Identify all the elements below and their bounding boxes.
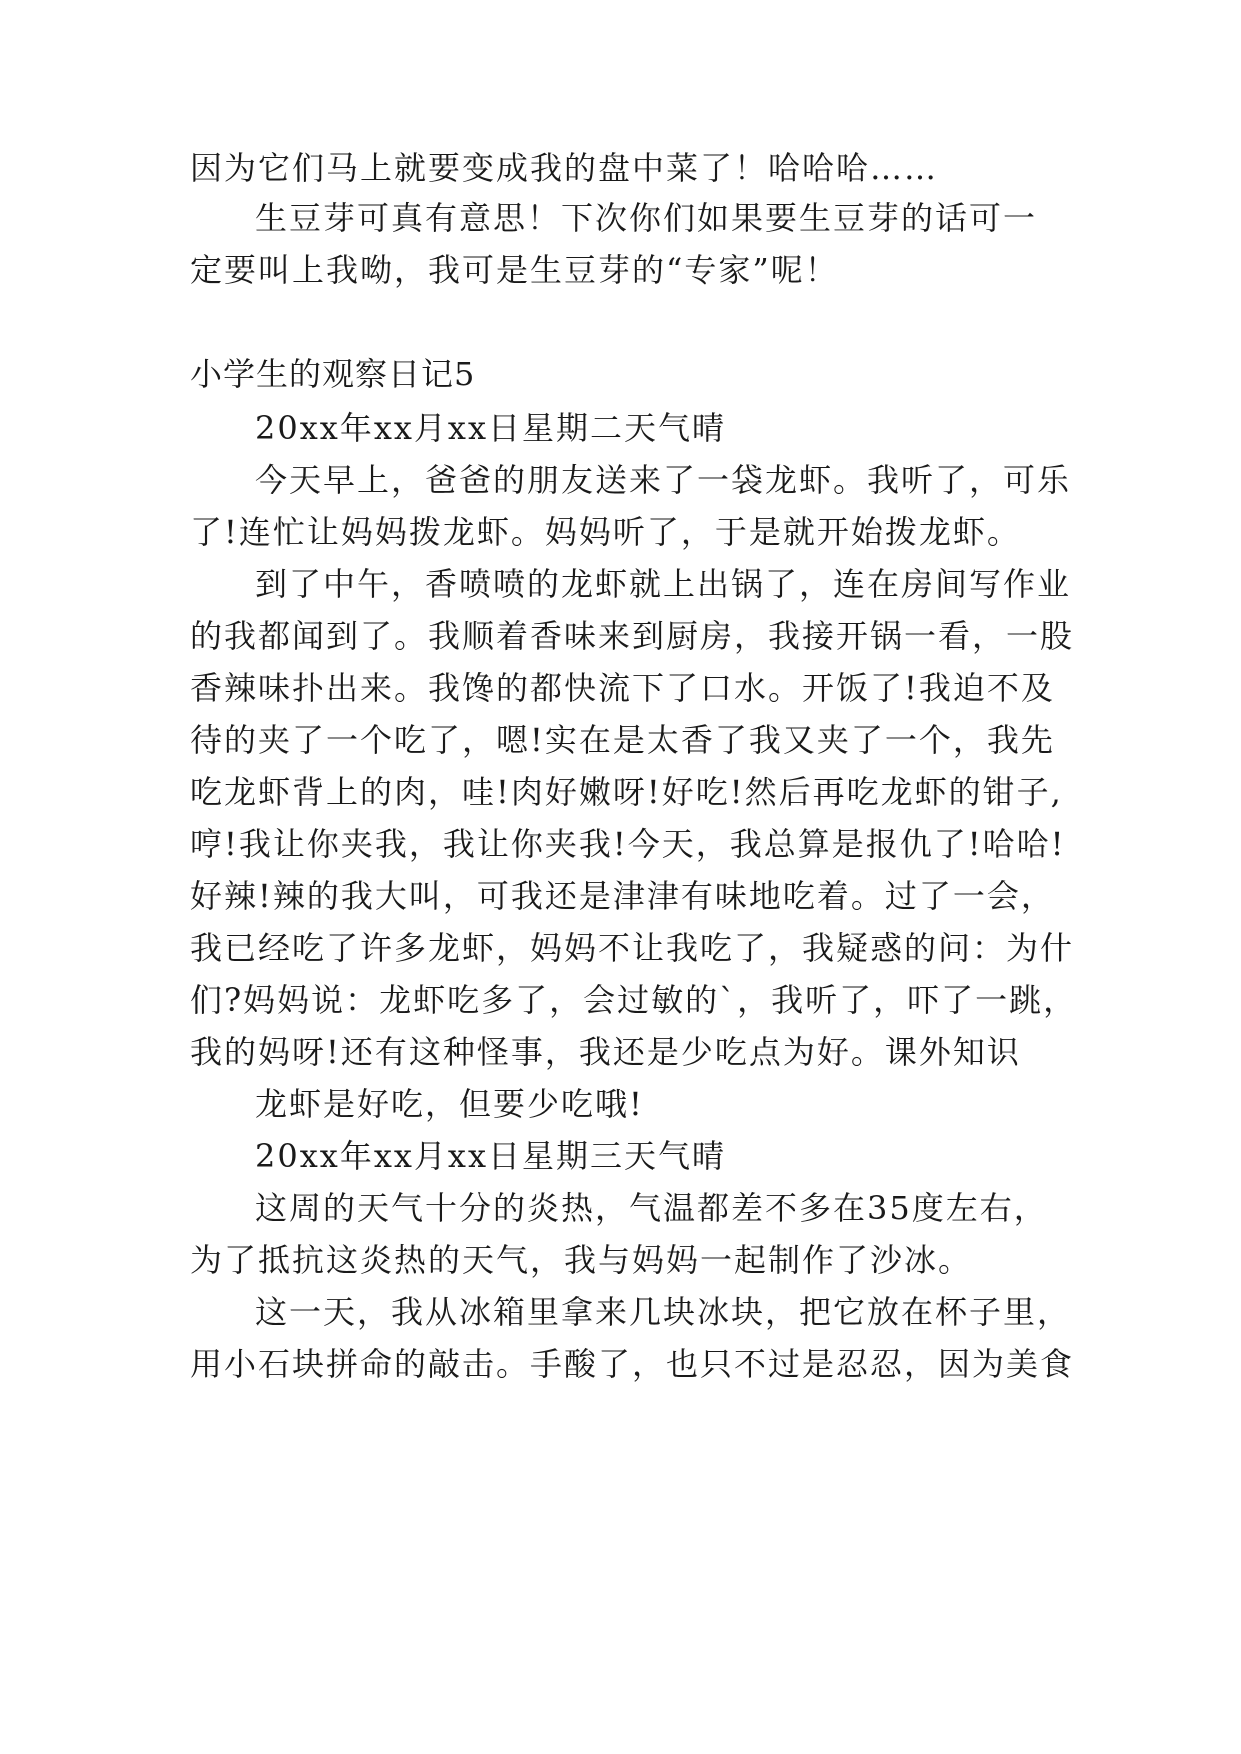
text-line: 用小石块拼命的敲击。手酸了，也只不过是忍忍，因为美食: [190, 1345, 1075, 1383]
text-line: 定要叫上我呦，我可是生豆芽的“专家”呢！: [190, 251, 839, 289]
diary-date: 20xx年xx月xx日星期三天气晴: [255, 1137, 727, 1175]
text-line: 到了中午，香喷喷的龙虾就上出锅了，连在房间写作业: [255, 565, 1072, 603]
text-line: 这一天，我从冰箱里拿来几块冰块，把它放在杯子里，: [255, 1293, 1072, 1331]
text-line: 好辣!辣的我大叫，可我还是津津有味地吃着。过了一会，: [190, 877, 1055, 915]
text-line: 我的妈呀!还有这种怪事，我还是少吃点为好。课外知识: [190, 1033, 1021, 1071]
text-line: 这周的天气十分的炎热，气温都差不多在35度左右，: [255, 1189, 1048, 1227]
text-line: 生豆芽可真有意思！下次你们如果要生豆芽的话可一: [255, 199, 1038, 237]
section-heading: 小学生的观察日记5: [190, 355, 476, 393]
text-line: 为了抵抗这炎热的天气，我与妈妈一起制作了沙冰。: [190, 1241, 973, 1279]
text-line: 龙虾是好吃，但要少吃哦!: [255, 1085, 644, 1123]
text-line: 哼!我让你夹我，我让你夹我!今天，我总算是报仇了!哈哈!: [190, 825, 1066, 863]
text-line: 们?妈妈说：龙虾吃多了，会过敏的`，我听了，吓了一跳，: [190, 981, 1078, 1019]
diary-date: 20xx年xx月xx日星期二天气晴: [255, 409, 727, 447]
text-line: 因为它们马上就要变成我的盘中菜了！哈哈哈……: [190, 149, 939, 187]
text-line: 我已经吃了许多龙虾，妈妈不让我吃了，我疑惑的问：为什: [190, 929, 1075, 967]
text-line: 今天早上，爸爸的朋友送来了一袋龙虾。我听了，可乐: [255, 461, 1072, 499]
text-line: 待的夹了一个吃了，嗯!实在是太香了我又夹了一个，我先: [190, 721, 1055, 759]
text-line: 香辣味扑出来。我馋的都快流下了口水。开饭了!我迫不及: [190, 669, 1055, 707]
text-line: 吃龙虾背上的肉，哇!肉好嫩呀!好吃!然后再吃龙虾的钳子,: [190, 773, 1063, 811]
text-line: 的我都闻到了。我顺着香味来到厨房，我接开锅一看，一股: [190, 617, 1075, 655]
text-line: 了!连忙让妈妈拨龙虾。妈妈听了，于是就开始拨龙虾。: [190, 513, 1021, 551]
